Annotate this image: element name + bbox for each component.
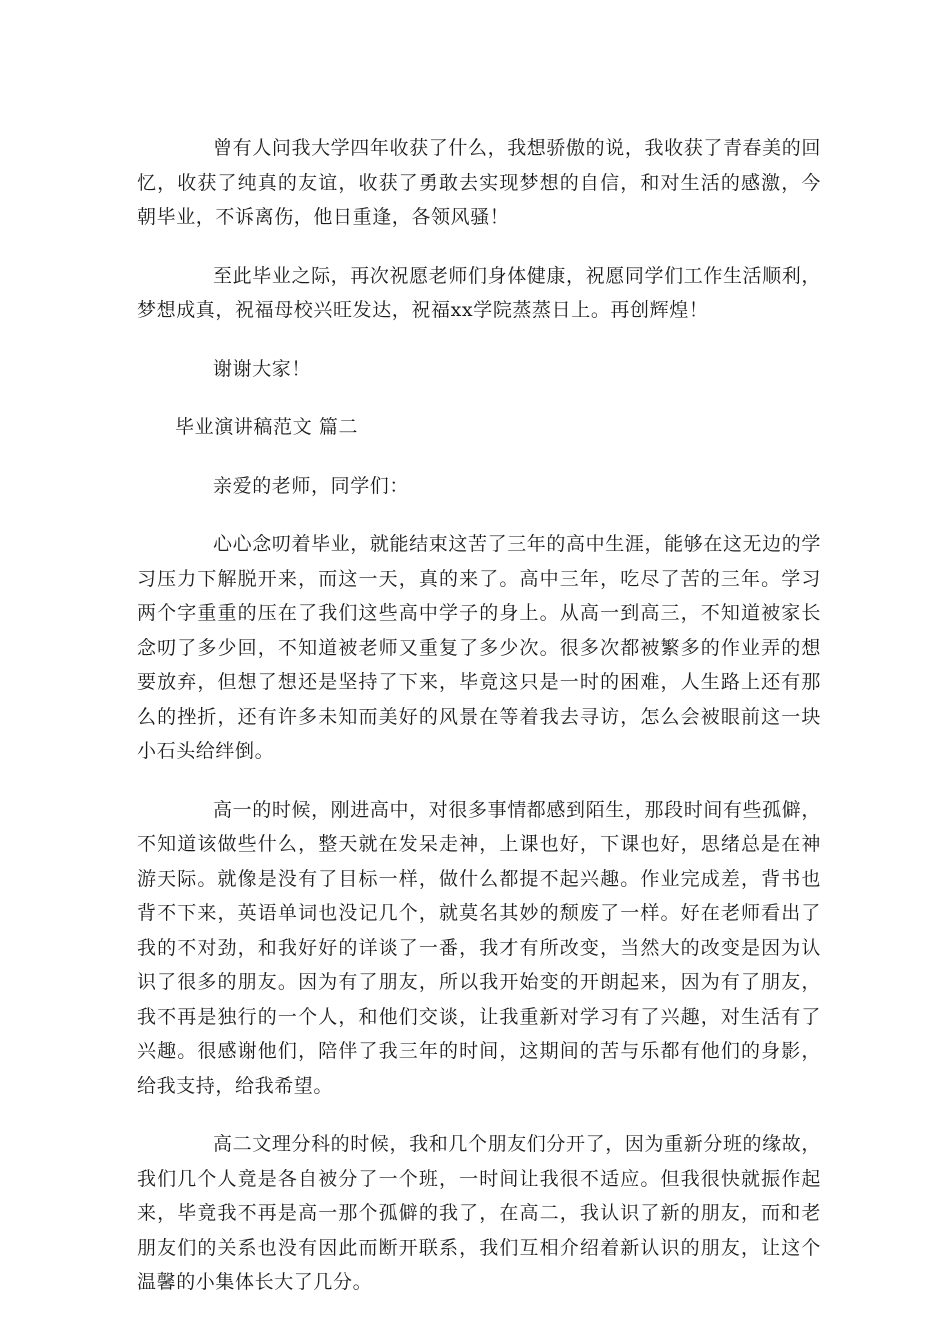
paragraph-grade-two: 高二文理分科的时候，我和几个朋友们分开了，因为重新分班的缘故，我们几个人竟是各自被分了一个班，一时间让我很不适应。但我很快就振作起来，毕竟我不再是高一那个孤僻的我了，在高二，我认识了新的朋友，而和老朋友们的关系也没有因此而断开联系，我们互相介绍着新认识的朋友，让这个温馨的小集体长大了几分。 bbox=[137, 1133, 821, 1293]
paragraph-thanks: 谢谢大家！ bbox=[213, 357, 312, 380]
paragraph-graduation: 心心念叨着毕业，就能结束这苦了三年的高中生涯，能够在这无边的学习压力下解脱开来，而这一天，真的来了。高中三年，吃尽了苦的三年。学习两个字重重的压在了我们这些高中学子的身上。从高一到高三，不知道被家长念叨了多少回，不知道被老师又重复了多少次。很多次都被繁多的作业弄的想要放弃，但想了想还是坚持了下来，毕竟这只是一时的困难，人生路上还有那么的挫折，还有许多未知而美好的风景在等着我去寻访，怎么会被眼前这一块小石头给绊倒。 bbox=[137, 533, 821, 762]
paragraph-reflection: 曾有人问我大学四年收获了什么，我想骄傲的说，我收获了青春美的回忆，收获了纯真的友谊，收获了勇敢去实现梦想的自信，和对生活的感激，今朝毕业，不诉离伤，他日重逢，各领风骚！ bbox=[137, 137, 821, 228]
paragraph-grade-one: 高一的时候，刚进高中，对很多事情都感到陌生，那段时间有些孤僻，不知道该做些什么，整天就在发呆走神，上课也好，下课也好，思绪总是在神游天际。就像是没有了目标一样，做什么都提不起兴趣。作业完成差，背书也背不下来，英语单词也没记几个，就莫名其妙的颓废了一样。好在老师看出了我的不对劲，和我好好的详谈了一番，我才有所改变，当然大的改变是因为认识了很多的朋友。因为有了朋友，所以我开始变的开朗起来，因为有了朋友，我不再是独行的一个人，和他们交谈，让我重新对学习有了兴趣，对生活有了兴趣。很感谢他们，陪伴了我三年的时间，这期间的苦与乐都有他们的身影，给我支持，给我希望。 bbox=[137, 798, 821, 1097]
section-heading: 毕业演讲稿范文 篇二 bbox=[175, 416, 359, 438]
document-body bbox=[137, 131, 821, 1324]
salutation: 亲爱的老师，同学们： bbox=[213, 474, 410, 497]
paragraph-wishes: 至此毕业之际，再次祝愿老师们身体健康，祝愿同学们工作生活顺利，梦想成真，祝福母校兴旺发达，祝福xx学院蒸蒸日上。再创辉煌！ bbox=[137, 264, 821, 321]
